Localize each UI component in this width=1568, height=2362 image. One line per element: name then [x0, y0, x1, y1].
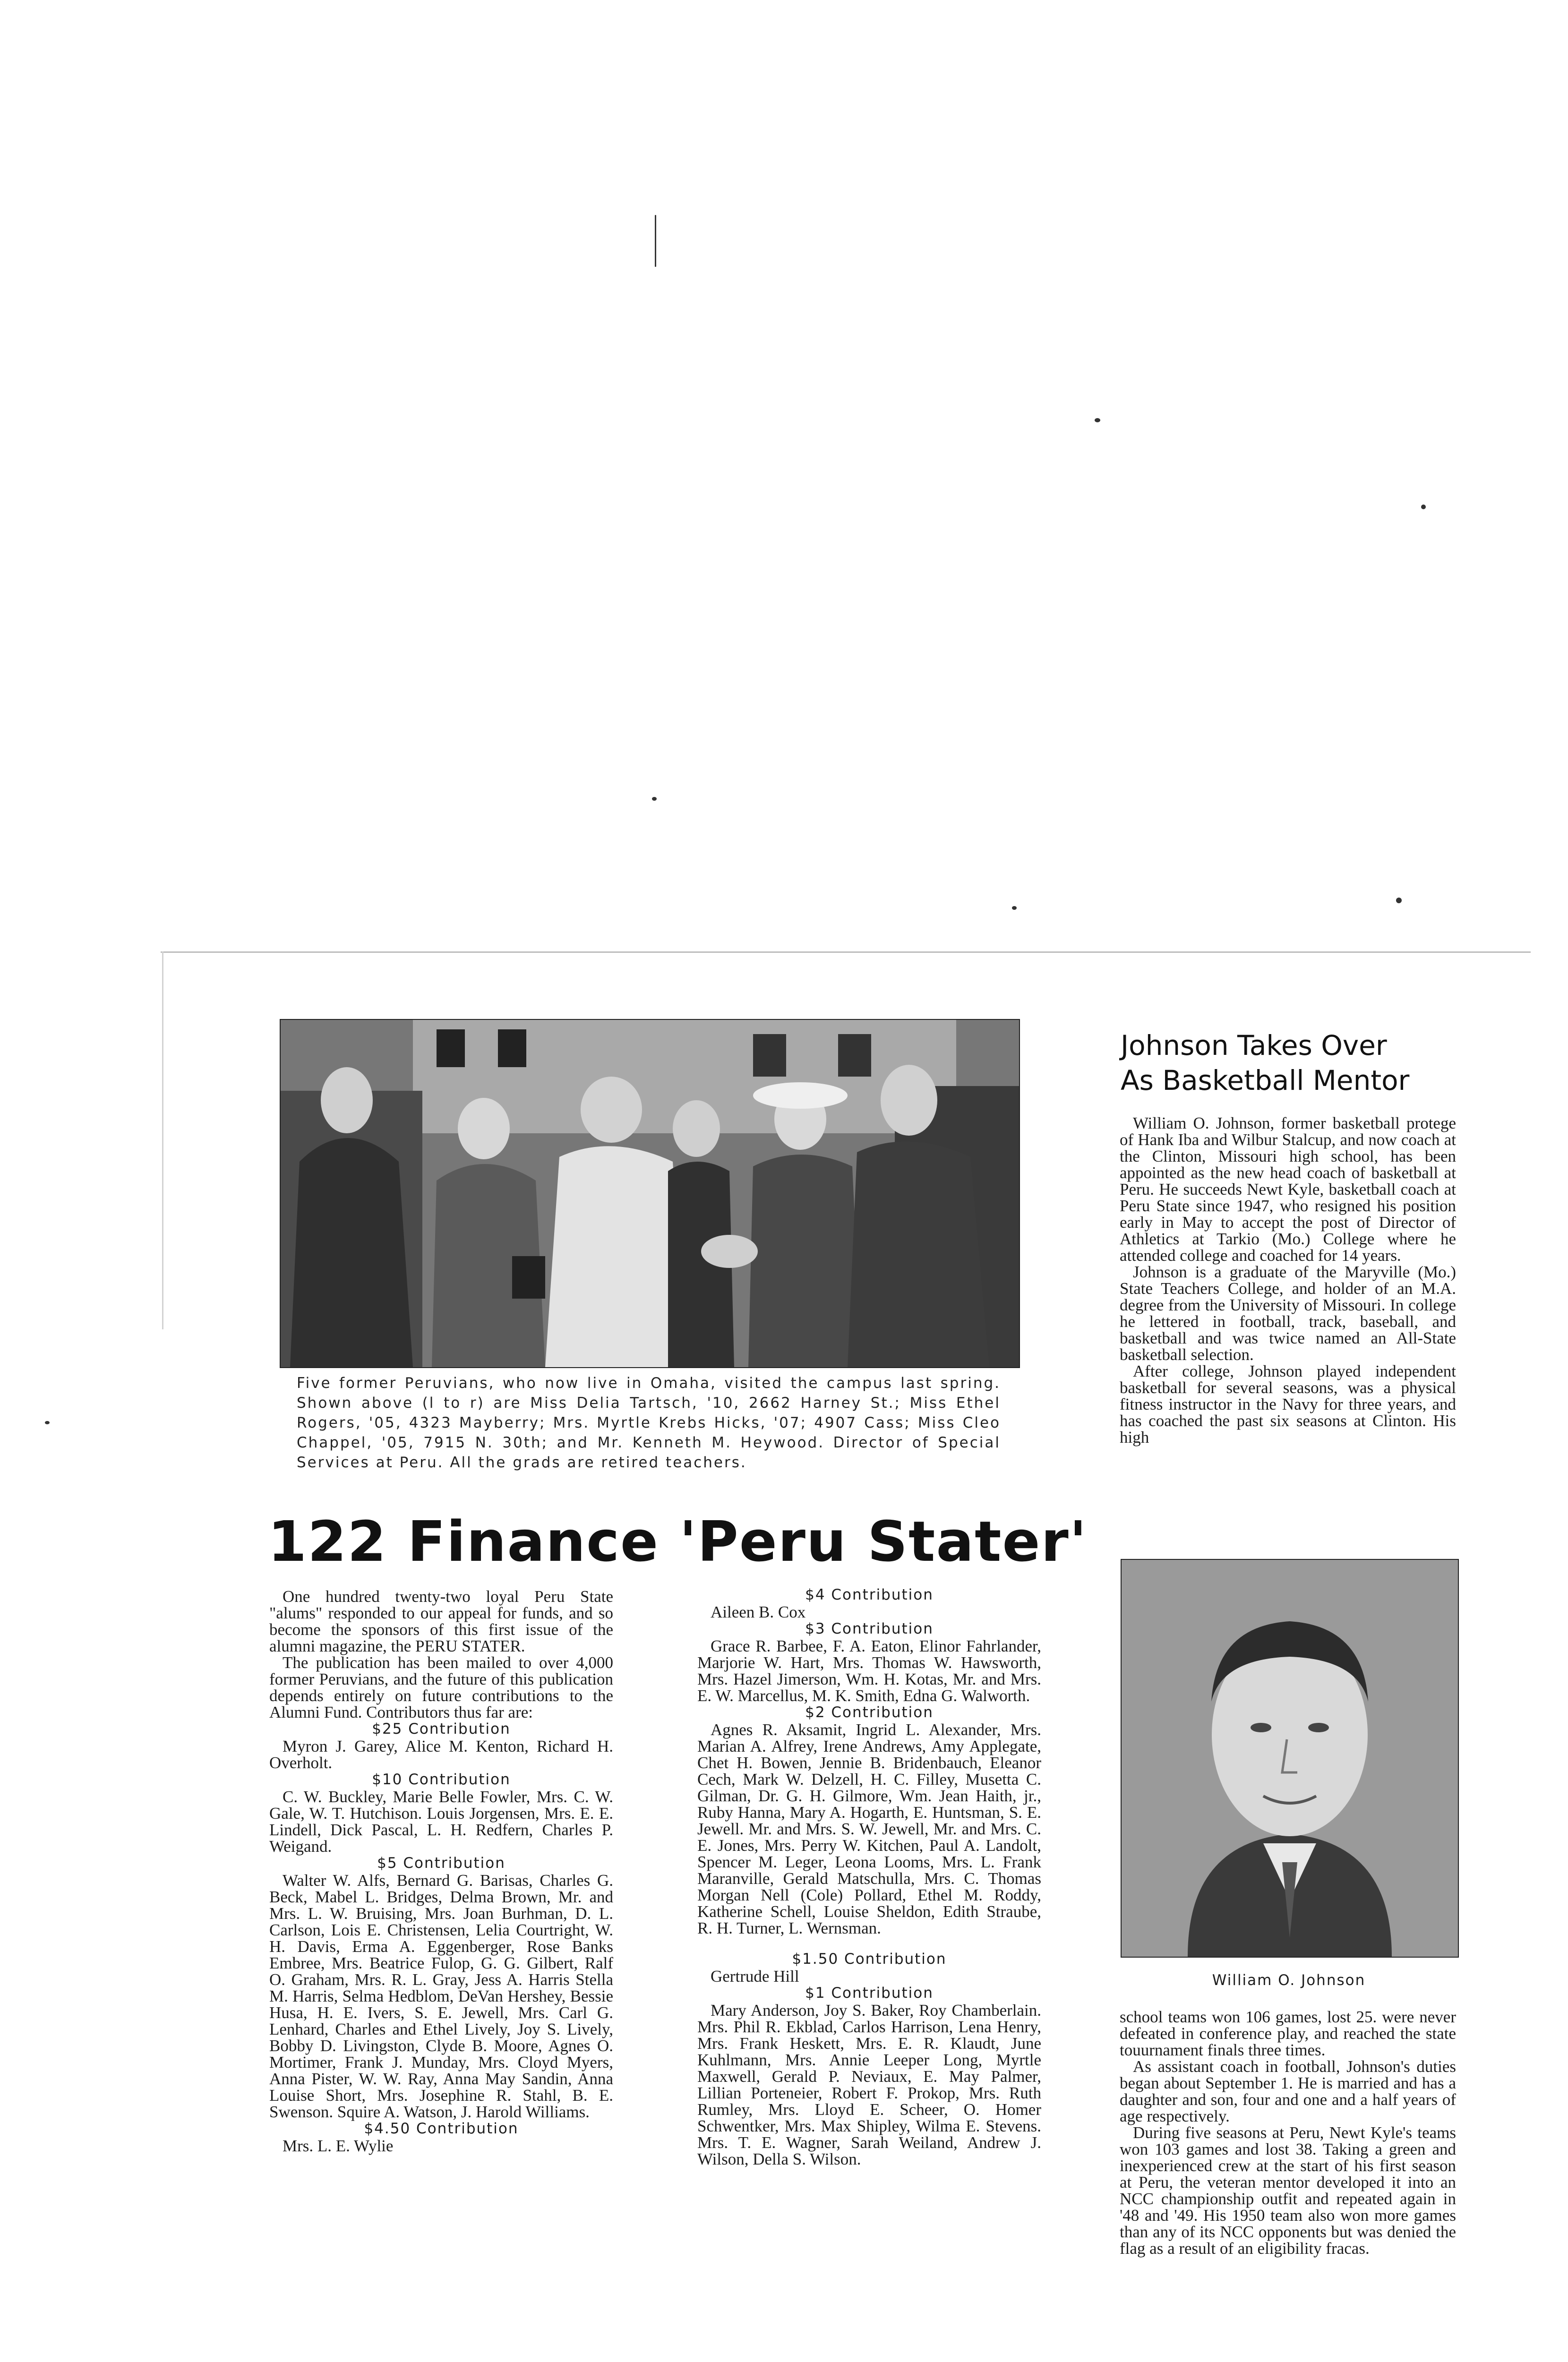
article-paragraph: school teams won 106 games, lost 25. were never defeated in conference play, and reached the state touurnament finals three times. [1120, 2008, 1456, 2059]
clipping-top-edge [161, 951, 1531, 953]
scan-speck [45, 1421, 50, 1424]
scan-speck [1396, 898, 1402, 903]
contributor-names: Agnes R. Aksamit, Ingrid L. Alexander, Mrs. Marian A. Alfrey, Irene Andrews, Amy Applegate, Chet H. Bowen, Jennie B. Bridenbauch, Eleanor Cech, Mark W. Delzell, H. C. Filley, Musetta C. Gilman, Dr. G. H. Gilmore, Wm. Jean Haith, jr., Ruby Hanna, Mary A. Hogarth, E. Huntsman, S. E. Jewell. Mr. and Mrs. S. W. Jewell, Mr. and Mrs. C. E. Jones, Mrs. Perry W. Kitchen, Paul A. Landolt, Spencer M. Leger, Leona Looms, Mrs. L. Frank Maranville, Gerald Matschulla, Mrs. C. Thomas Morgan Nell (Cole) Pollard, Ethel M. Roddy, Katherine Schell, Louise Sheldon, Edith Straube, R. H. Turner, L. Wernsman. [697, 1720, 1041, 1937]
column-2 [697, 1586, 1041, 2167]
intro-paragraph: The publication has been mailed to over 4,000 former Peruvians, and the future of this publication depends entirely on future contributions to the Alumni Fund. Contributors thus far are: [269, 1653, 613, 1721]
article-paragraph: Johnson is a graduate of the Maryville (Mo.) State Teachers College, and holder of an M.A. degree from the University of Missouri. In college he lettered in football, track, baseball, and basketball and was twice named an All-State basketball selection. [1120, 1263, 1456, 1364]
contributor-names: C. W. Buckley, Marie Belle Fowler, Mrs. C. W. Gale, W. T. Hutchison. Louis Jorgensen, Mrs. E. E. Lindell, Dick Pascal, L. H. Redfern, Charles P. Weigand. [269, 1788, 613, 1856]
contribution-label: $1.50 Contribution [792, 1951, 947, 1968]
scan-speck [1012, 906, 1017, 910]
clipping-left-edge [162, 951, 163, 1329]
contribution-label: $25 Contribution [372, 1720, 511, 1737]
contributor-names: Myron J. Garey, Alice M. Kenton, Richard H. Overholt. [269, 1737, 613, 1772]
johnson-article-bottom [1120, 2009, 1456, 2257]
contributor-names: Mrs. L. E. Wylie [283, 2137, 394, 2155]
column-1 [269, 1588, 613, 2154]
article-paragraph: After college, Johnson played independent basketball for several seasons, was a physical fitness instructor in the Navy for three years, and has coached the past six seasons at Clinton. His high [1120, 1362, 1456, 1446]
photo-caption: Five former Peruvians, who now live in Omaha, visited the campus last spring. Shown above (l to r) are Miss Delia Tartsch, '10, 2662 Harney St.; Miss Ethel Rogers, '05, 4323 Mayberry; Mrs. Myrtle Krebs Hicks, '07; 4907 Cass; Miss Cleo Chappel, '05, 7915 N. 30th; and Mr. Kenneth M. Heywood. Director of Special Services at Peru. All the grads are retired teachers. [297, 1375, 1001, 1471]
contribution-label: $3 Contribution [805, 1620, 934, 1637]
contribution-label: $4 Contribution [805, 1586, 934, 1603]
scan-speck [655, 215, 656, 267]
contribution-label: $4.50 Contribution [364, 2120, 519, 2137]
contribution-label: $2 Contribution [805, 1704, 934, 1721]
scan-speck [652, 797, 657, 801]
scan-speck [1095, 418, 1100, 422]
johnson-headline-line-2: As Basketball Mentor [1121, 1064, 1410, 1096]
scan-speck [1421, 505, 1426, 509]
intro-paragraph: One hundred twenty-two loyal Peru State "alums" responded to our appeal for funds, and so become the sponsors of this first issue of the alumni magazine, the PERU STATER. [269, 1587, 613, 1655]
contributor-names: Grace R. Barbee, F. A. Eaton, Elinor Fahrlander, Marjorie W. Hart, Mrs. Thomas W. Hawsworth, Mrs. Hazel Jimerson, Wm. H. Kotas, Mr. and Mrs. E. W. Marcellus, M. K. Smith, Edna G. Walworth. [697, 1637, 1041, 1705]
group-photo-illustration [281, 1020, 1019, 1367]
article-paragraph: As assistant coach in football, Johnson's duties began about September 1. He is married and has a daughter and son, four and one and a half years of age respectively. [1120, 2057, 1456, 2125]
article-paragraph: William O. Johnson, former basketball protege of Hank Iba and Wilbur Stalcup, and now coach at the Clinton, Missouri high school, has been appointed as the new head coach of basketball at Peru. He succeeds Newt Kyle, basketball coach at Peru State since 1947, who resigned his position early in May to accept the post of Director of Athletics at Tarkio (Mo.) College where he attended college and coached for 14 years. [1120, 1114, 1456, 1265]
johnson-article-top [1120, 1115, 1456, 1446]
contributor-names: Aileen B. Cox [711, 1603, 806, 1621]
contribution-label: $5 Contribution [377, 1855, 506, 1872]
main-headline: 122 Finance 'Peru Stater' [268, 1509, 1088, 1574]
johnson-headline-line-1: Johnson Takes Over [1121, 1029, 1387, 1061]
contribution-label: $10 Contribution [372, 1771, 511, 1788]
group-photo [280, 1019, 1020, 1368]
contributor-names: Gertrude Hill [711, 1967, 799, 1985]
johnson-portrait [1121, 1559, 1459, 1958]
contributor-names: Walter W. Alfs, Bernard G. Barisas, Charles G. Beck, Mabel L. Bridges, Delma Brown, Mr. and Mrs. L. W. Bruising, Mrs. Joan Burhman, D. L. Carlson, Lois E. Christensen, Lelia Courtright, W. H. Davis, Erma A. Eggenberger, Rose Banks Embree, Mrs. Beatrice Fulop, G. G. Gilbert, Ralf O. Graham, Mrs. R. L. Gray, Jess A. Harris Stella M. Harris, Selma Hedblom, DeVan Hershey, Bessie Husa, H. E. Ivers, S. E. Jewell, Mrs. Carl G. Lenhard, Charles and Ethel Lively, Joy S. Lively, Bobby D. Livingston, Clyde B. Moore, Agnes O. Mortimer, Frank J. Munday, Mrs. Cloyd Myers, Anna Pister, W. W. Ray, Anna May Sandin, Anna Louise Short, Mrs. Josephine R. Stahl, B. E. Swenson. Squire A. Watson, J. Harold Williams. [269, 1871, 613, 2121]
portrait-caption: William O. Johnson [1212, 1972, 1366, 1989]
portrait-illustration [1122, 1560, 1458, 1957]
contribution-label: $1 Contribution [805, 1985, 934, 2002]
contributor-names: Mary Anderson, Joy S. Baker, Roy Chamberlain. Mrs. Phil R. Ekblad, Carlos Harrison, Lena Henry, Mrs. Frank Heskett, Mrs. E. R. Klaudt, June Kuhlmann, Mrs. Annie Leeper Long, Myrtle Maxwell, Gerald P. Neviaux, E. May Palmer, Lillian Porteneier, Robert F. Prokop, Mrs. Ruth Rumley, Mrs. Lloyd E. Scheer, O. Homer Schwentker, Mrs. Max Shipley, Wilma E. Stevens. Mrs. T. E. Wagner, Sarah Weiland, Andrew J. Wilson, Della S. Wilson. [697, 2001, 1041, 2168]
article-paragraph: During five seasons at Peru, Newt Kyle's teams won 103 games and lost 38. Taking a green and inexperienced crew at the start of his first season at Peru, the veteran mentor developed it into an NCC championship outfit and repeated again in '48 and '49. His 1950 team also won more games than any of its NCC opponents but was denied the flag as a result of an eligibility fracas. [1120, 2123, 1456, 2258]
